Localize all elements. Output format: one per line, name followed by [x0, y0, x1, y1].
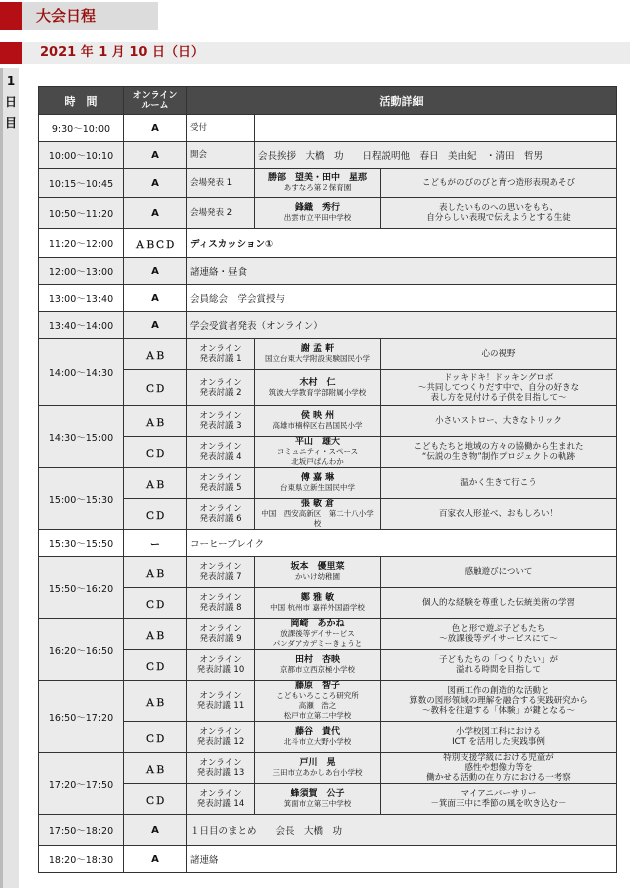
presenter-affiliation: 中国 杭州市 嘉祥外国語学校: [270, 603, 365, 612]
presenter-name: 藤原 智子: [294, 681, 340, 691]
time-cell: 16:50～17:20: [39, 681, 124, 753]
presenter-affiliation: 放課後等デイサービス パンダアカデミーきょうと: [272, 629, 363, 648]
topic-cell: 温かく生きて行こう: [381, 468, 617, 499]
presenter-name: 田村 杏映: [294, 655, 340, 665]
session-type-cell: オンライン 発表討議 12: [187, 722, 255, 753]
section-header: [0, 2, 158, 30]
session-type-cell: 受付: [187, 115, 255, 142]
table-row: [39, 229, 617, 258]
topic-cell: 感触遊びについて: [381, 557, 617, 588]
activity-cell: 諸連絡: [187, 846, 617, 873]
session-type-cell: オンライン 発表討議 13: [187, 753, 255, 784]
activity-cell: ディスカッション①: [187, 229, 617, 258]
presenter-cell: [255, 753, 381, 784]
room-cell: ＣＤ: [124, 499, 187, 530]
activity-cell: 諸連絡・昼食: [187, 258, 617, 285]
presenter-affiliation: 箕面市立第三中学校: [283, 799, 352, 808]
room-cell: ＣＤ: [124, 784, 187, 815]
presenter-cell: [255, 722, 381, 753]
header-accent: [0, 2, 22, 30]
presenter-name: 鋒織 秀行: [294, 203, 340, 213]
presenter-affiliation: 筑波大学教育学部附属小学校: [268, 387, 367, 397]
presenter-affiliation: コミュニティ・スペース 北坂戸ぱんわか: [276, 447, 359, 466]
presenter-cell: [255, 169, 381, 198]
table-row: [39, 530, 617, 557]
room-cell: ＡＢ: [124, 753, 187, 784]
topic-cell: 個人的な経験を尊重した伝統美術の学習: [381, 588, 617, 619]
activity-cell: 会長挨拶 大橋 功 日程説明他 春日 美由紀 ・清田 哲男: [255, 142, 617, 169]
room-cell: A: [124, 142, 187, 169]
activity-cell: [255, 115, 617, 142]
presenter-name: 謝 孟 軒: [300, 344, 335, 354]
table-row: [39, 142, 617, 169]
presenter-name: 木村 仁: [299, 377, 336, 388]
table-row: [39, 370, 617, 406]
presenter-name: 坂本 優里菜: [290, 562, 345, 572]
presenter-name: 傅 嘉 琳: [300, 473, 335, 483]
presenter-cell: [255, 370, 381, 406]
topic-cell: こどもたちと地域の方々の協働から生まれた “伝説の生き物”制作プロジェクトの軌跡: [381, 437, 617, 468]
activity-cell: 学会受賞者発表（オンライン）: [187, 312, 617, 339]
table-row: [39, 499, 617, 530]
room-cell: ー: [124, 530, 187, 557]
presenter-affiliation: かいけ幼稚園: [295, 572, 340, 581]
presenter-cell: [255, 619, 381, 650]
presenter-cell: [255, 588, 381, 619]
session-type-cell: オンライン 発表討議 14: [187, 784, 255, 815]
room-cell: A: [124, 846, 187, 873]
topic-cell: 図画工作の創造的な活動と 算数の図形領域の理解を融合する実践研究から ～教科を往還する「体験」が鍵となる～: [381, 681, 617, 722]
time-cell: 10:50～11:20: [39, 198, 124, 229]
presenter-name: 藤谷 貴代: [294, 727, 340, 737]
presenter-cell: [255, 499, 381, 530]
room-cell: ＡＢＣＤ: [124, 229, 187, 258]
session-type-cell: 会場発表 2: [187, 198, 255, 229]
session-type-cell: オンライン 発表討議 5: [187, 468, 255, 499]
topic-cell: 表したいものへの思いをもち、 自分らしい表現で伝えようとする生徒: [381, 198, 617, 229]
session-type-cell: 会場発表 1: [187, 169, 255, 198]
column-header-room: オンライン ルーム: [124, 87, 187, 115]
room-cell: A: [124, 115, 187, 142]
activity-cell: １日目のまとめ 会長 大橋 功: [187, 815, 617, 846]
session-type-cell: オンライン 発表討議 10: [187, 650, 255, 681]
presenter-name: 戸川 晃: [299, 758, 336, 768]
table-row: [39, 258, 617, 285]
time-cell: 15:00～15:30: [39, 468, 124, 530]
presenter-cell: [255, 406, 381, 437]
activity-cell: 会員総会 学会賞授与: [187, 285, 617, 312]
session-type-cell: オンライン 発表討議 8: [187, 588, 255, 619]
presenter-cell: [255, 468, 381, 499]
presenter-cell: [255, 437, 381, 468]
topic-cell: 特別支援学級における児童が 感性や想像力等を 働かせる活動の在り方における一考察: [381, 753, 617, 784]
presenter-name: 勝部 望美・田中 星那: [267, 173, 367, 183]
topic-cell: 小学校図工科における ICT を活用した実践事例: [381, 722, 617, 753]
time-cell: 10:00～10:10: [39, 142, 124, 169]
presenter-name: 張 敏 倉: [300, 499, 335, 509]
room-cell: A: [124, 198, 187, 229]
presenter-cell: [255, 681, 381, 722]
session-type-cell: 開会: [187, 142, 255, 169]
table-row: [39, 619, 617, 650]
table-row: [39, 406, 617, 437]
time-cell: 17:50～18:20: [39, 815, 124, 846]
presenter-affiliation: 中国 西安高新区 第二十八小学校: [261, 509, 374, 528]
table-row: [39, 169, 617, 198]
presenter-affiliation: 三田市立あかしあ台小学校: [272, 768, 363, 777]
room-cell: ＡＢ: [124, 339, 187, 370]
room-cell: A: [124, 815, 187, 846]
topic-cell: 小さいストロー、大きなトリック: [381, 406, 617, 437]
schedule-date: 2021 年 1 月 10 日（日）: [22, 42, 630, 64]
day-label-char: 1: [6, 74, 16, 88]
presenter-affiliation: あすなろ第２保育園: [283, 183, 352, 192]
table-row: [39, 784, 617, 815]
room-cell: ＣＤ: [124, 370, 187, 406]
day-label: [0, 68, 19, 888]
time-cell: 13:40～14:00: [39, 312, 124, 339]
room-cell: ＣＤ: [124, 650, 187, 681]
topic-cell: こどもがのびのびと育つ造形表現あそび: [381, 169, 617, 198]
table-row: [39, 198, 617, 229]
time-cell: 15:30～15:50: [39, 530, 124, 557]
room-cell: ＡＢ: [124, 557, 187, 588]
presenter-name: 蜂須賀 公子: [290, 789, 345, 799]
schedule-table: [38, 86, 617, 873]
topic-cell: 心の視野: [381, 339, 617, 370]
session-type-cell: オンライン 発表討議 2: [187, 370, 255, 406]
page-title: 大会日程: [22, 2, 158, 30]
presenter-affiliation: 国立台東大学附設実験国民小学: [265, 354, 370, 363]
presenter-affiliation: 高雄市楠梓区右昌国民小学: [272, 421, 363, 430]
date-bar: [0, 42, 630, 64]
table-row: [39, 722, 617, 753]
table-row: [39, 650, 617, 681]
time-cell: 14:00～14:30: [39, 339, 124, 406]
time-cell: 16:20～16:50: [39, 619, 124, 681]
time-cell: 17:20～17:50: [39, 753, 124, 815]
presenter-affiliation: 出雲市立平田中学校: [283, 213, 352, 222]
table-row: [39, 115, 617, 142]
day-label-char: 日: [4, 95, 17, 109]
session-type-cell: オンライン 発表討議 9: [187, 619, 255, 650]
time-cell: 15:50～16:20: [39, 557, 124, 619]
time-cell: 14:30～15:00: [39, 406, 124, 468]
time-cell: 10:15～10:45: [39, 169, 124, 198]
room-cell: ＡＢ: [124, 619, 187, 650]
presenter-name: 侯 映 州: [300, 411, 335, 421]
session-type-cell: オンライン 発表討議 3: [187, 406, 255, 437]
room-cell: A: [124, 169, 187, 198]
table-row: [39, 681, 617, 722]
session-type-cell: オンライン 発表討議 11: [187, 681, 255, 722]
room-cell: A: [124, 285, 187, 312]
session-type-cell: オンライン 発表討議 4: [187, 437, 255, 468]
session-type-cell: オンライン 発表討議 1: [187, 339, 255, 370]
room-cell: A: [124, 258, 187, 285]
topic-cell: マイアニバーサリー －箕面三中に季節の風を吹き込む－: [381, 784, 617, 815]
table-row: [39, 753, 617, 784]
presenter-cell: [255, 198, 381, 229]
room-cell: ＣＤ: [124, 588, 187, 619]
time-cell: 12:00～13:00: [39, 258, 124, 285]
table-row: [39, 285, 617, 312]
presenter-name: 鄭 雅 敏: [300, 593, 335, 603]
topic-cell: 子どもたちの「つくりたい」が 溢れる時間を目指して: [381, 650, 617, 681]
time-cell: 18:20～18:30: [39, 846, 124, 873]
room-cell: ＣＤ: [124, 437, 187, 468]
room-cell: ＣＤ: [124, 722, 187, 753]
table-row: [39, 339, 617, 370]
table-row: [39, 588, 617, 619]
time-cell: 9:30～10:00: [39, 115, 124, 142]
table-row: [39, 312, 617, 339]
session-type-cell: オンライン 発表討議 7: [187, 557, 255, 588]
time-cell: 11:20～12:00: [39, 229, 124, 258]
column-header-detail: 活動詳細: [187, 87, 617, 115]
presenter-cell: [255, 557, 381, 588]
table-row: [39, 557, 617, 588]
presenter-affiliation: 台東県立新生国民中学: [280, 483, 355, 492]
room-cell: A: [124, 312, 187, 339]
presenter-affiliation: こどもいろこころ研究所 高瀬 浩之 松戸市立第二中学校: [276, 691, 359, 720]
session-type-cell: オンライン 発表討議 6: [187, 499, 255, 530]
table-row: [39, 468, 617, 499]
presenter-name: 平山 雄大: [294, 437, 340, 447]
topic-cell: ドッキドキ！ドッキングロボ ～共同してつくりだす中で、自分の好きな 表し方を見付ける子供を目指して～: [381, 370, 617, 406]
topic-cell: 百家衣人形並べ、おもしろい！: [381, 499, 617, 530]
presenter-affiliation: 京都市立西京極小学校: [280, 665, 355, 674]
date-accent: [0, 42, 22, 64]
room-cell: ＡＢ: [124, 406, 187, 437]
presenter-cell: [255, 339, 381, 370]
table-row: [39, 846, 617, 873]
time-cell: 13:00～13:40: [39, 285, 124, 312]
day-label-char: 目: [4, 116, 17, 130]
table-row: [39, 815, 617, 846]
room-cell: ＡＢ: [124, 681, 187, 722]
presenter-cell: [255, 650, 381, 681]
activity-cell: コーヒーブレイク: [187, 530, 617, 557]
table-row: [39, 437, 617, 468]
presenter-affiliation: 北斗市立大野小学校: [283, 737, 352, 746]
presenter-name: 岡崎 あかね: [290, 619, 345, 629]
topic-cell: 色と形で遊ぶ子どもたち ～放課後等デイサービスにて～: [381, 619, 617, 650]
room-cell: ＡＢ: [124, 468, 187, 499]
column-header-time: 時 間: [39, 87, 124, 115]
presenter-cell: [255, 784, 381, 815]
